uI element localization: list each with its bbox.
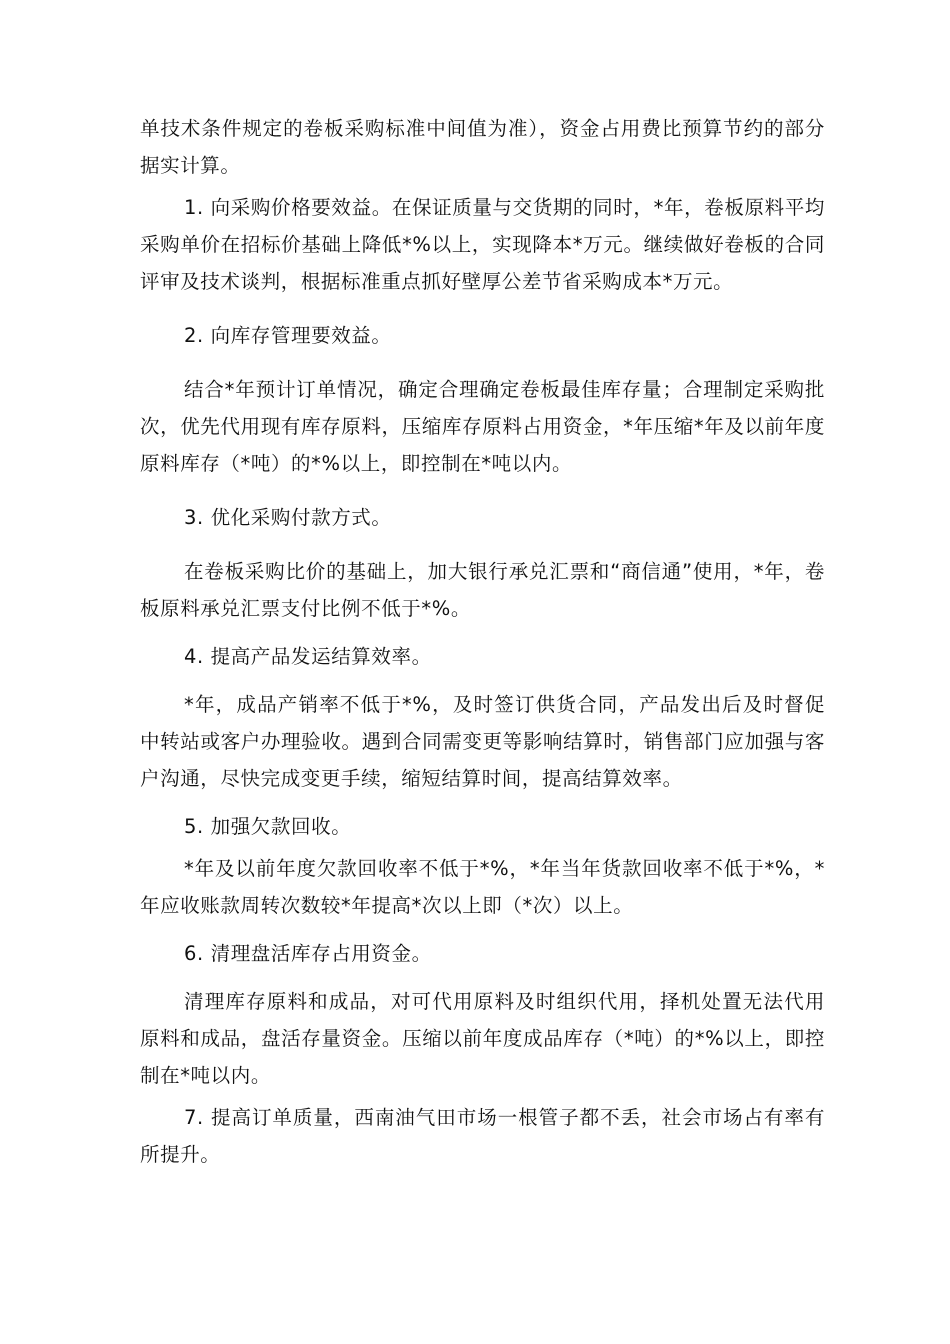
paragraph-settlement: *年，成品产销率不低于*%，及时签订供货合同，产品发出后及时督促中转站或客户办理验收。遇到合同需变更等影响结算时，销售部门应加强与客户沟通，尽快完成变更手续，缩短结算时间，提高结算效率。 (140, 693, 825, 790)
paragraph-continuation: 单技术条件规定的卷板采购标准中间值为准），资金占用费比预算节约的部分据实计算。 (140, 117, 825, 177)
document-body (140, 110, 825, 1173)
heading-item-2: 2. 向库存管理要效益。 (184, 324, 392, 347)
heading-item-5: 5. 加强欠款回收。 (184, 815, 352, 838)
heading-item-4: 4. 提高产品发运结算效率。 (184, 645, 432, 668)
paragraph-inventory: 结合*年预计订单情况，确定合理确定卷板最佳库存量；合理制定采购批次，优先代用现有库存原料，压缩库存原料占用资金，*年压缩*年及以前年度原料库存（*吨）的*%以上，即控制在*吨以内。 (140, 378, 825, 475)
heading-item-6: 6. 清理盘活库存占用资金。 (184, 942, 432, 965)
paragraph-payment: 在卷板采购比价的基础上，加大银行承兑汇票和“商信通”使用，*年，卷板原料承兑汇票支付比例不低于*%。 (140, 560, 825, 620)
heading-item-3: 3. 优化采购付款方式。 (184, 506, 392, 529)
paragraph-item-1: 1. 向采购价格要效益。在保证质量与交货期的同时，*年，卷板原料平均采购单价在招标价基础上降低*%以上，实现降本*万元。继续做好卷板的合同评审及技术谈判，根据标准重点抓好壁厚公差节省采购成本*万元。 (140, 196, 825, 293)
paragraph-collection: *年及以前年度欠款回收率不低于*%，*年当年货款回收率不低于*%，*年应收账款周转次数较*年提高*次以上即（*次）以上。 (140, 857, 825, 917)
paragraph-item-7: 7. 提高订单质量，西南油气田市场一根管子都不丢，社会市场占有率有所提升。 (140, 1106, 825, 1166)
paragraph-clearance: 清理库存原料和成品，对可代用原料及时组织代用，择机处置无法代用原料和成品，盘活存量资金。压缩以前年度成品库存（*吨）的*%以上，即控制在*吨以内。 (140, 990, 825, 1087)
